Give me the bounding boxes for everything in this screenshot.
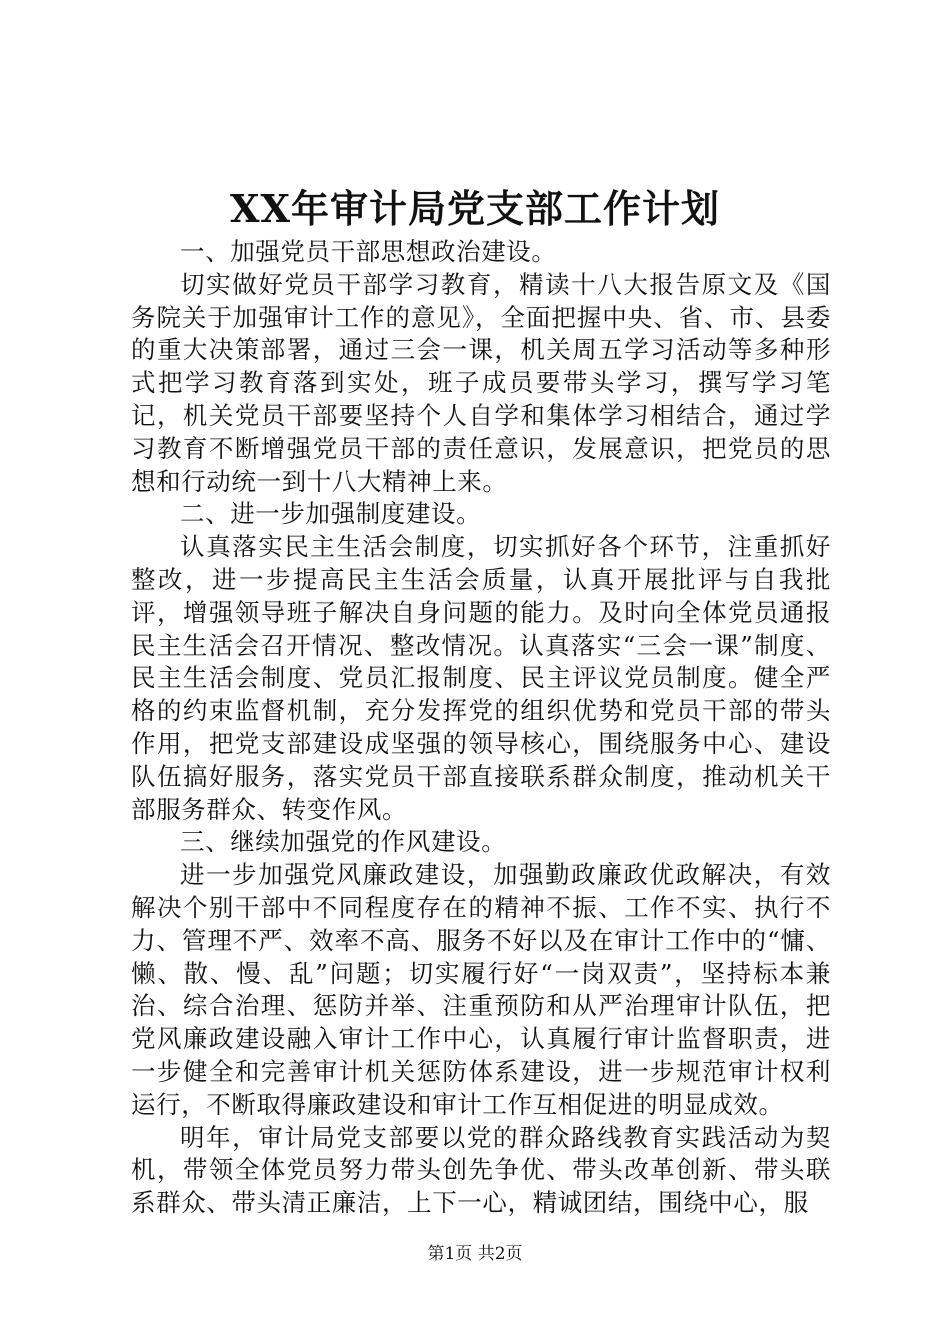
document-title: XX年审计局党支部工作计划 bbox=[230, 186, 720, 231]
section-heading-1: 一、加强党员干部思想政治建设。 bbox=[180, 237, 557, 266]
section-heading-2: 二、进一步加强制度建设。 bbox=[180, 499, 482, 529]
document-body bbox=[131, 236, 831, 1220]
paragraph-4: 明年，审计局党支部要以党的群众路线教育实践活动为契机，带领全体党员努力带头创先争优、带头改革创新、带头联系群众、带头清正廉洁，上下一心，精诚团结，围绕中心，服 bbox=[131, 1122, 831, 1218]
paragraph-3: 进一步加强党风廉政建设，加强勤政廉政优政解决，有效解决个别干部中不同程度存在的精神不振、工作不实、执行不力、管理不严、效率不高、服务不好以及在审计工作中的“慵、懒、散、慢、乱”问题；切实履行好“一岗双责”，坚持标本兼治、综合治理、惩防并举、注重预防和从严治理审计队伍，把党风廉政建设融入审计工作中心，认真履行审计监督职责，进一步健全和完善审计机关惩防体系建设，进一步规范审计权利运行，不断取得廉政建设和审计工作互相促进的明显成效。 bbox=[131, 860, 831, 1119]
paragraph-1: 切实做好党员干部学习教育，精读十八大报告原文及《国务院关于加强审计工作的意见》，全面把握中央、省、市、县委的重大决策部署，通过三会一课，机关周五学习活动等多种形式把学习教育落到实处，班子成员要带头学习，撰写学习笔记，机关党员干部要坚持个人自学和集体学习相结合，通过学习教育不断增强党员干部的责任意识，发展意识，把党员的思想和行动统一到十八大精神上来。 bbox=[131, 269, 831, 496]
paragraph-2: 认真落实民主生活会制度，切实抓好各个环节，注重抓好整改，进一步提高民主生活会质量，认真开展批评与自我批评，增强领导班子解决自身问题的能力。及时向全体党员通报民主生活会召开情况、整改情况。认真落实“三会一课”制度、民主生活会制度、党员汇报制度、民主评议党员制度。健全严格的约束监督机制，充分发挥党的组织优势和党员干部的带头作用，把党支部建设成坚强的领导核心，围绕服务中心、建设队伍搞好服务，落实党员干部直接联系群众制度，推动机关干部服务群众、转变作风。 bbox=[131, 532, 831, 824]
page-footer: 第1页 共2页 bbox=[427, 1244, 523, 1264]
section-heading-3: 三、继续加强党的作风建设。 bbox=[180, 827, 507, 857]
